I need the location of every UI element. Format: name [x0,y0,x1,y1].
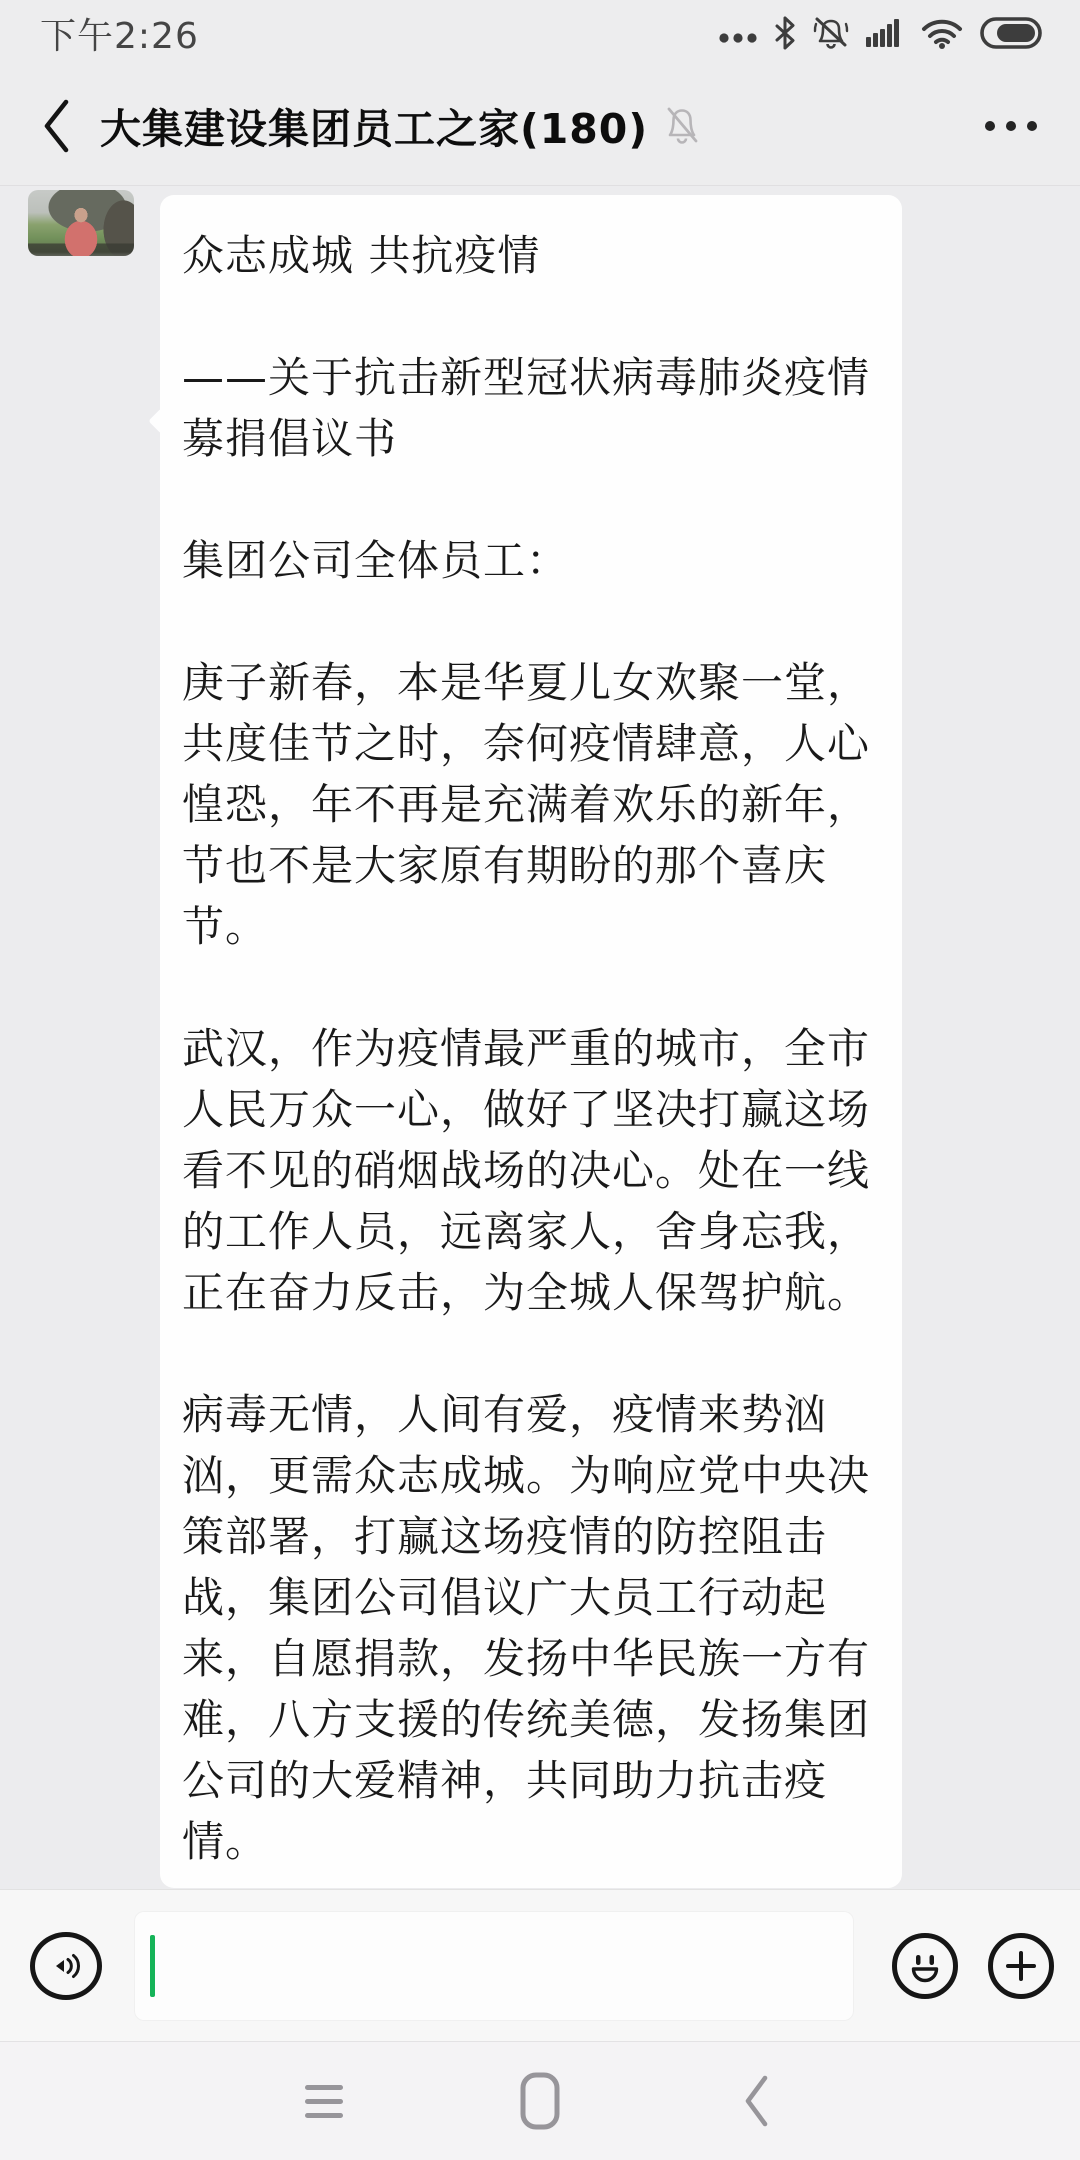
voice-input-icon [47,1947,85,1985]
emoji-button[interactable] [892,1933,958,1999]
muted-bell-icon [662,105,702,147]
ringer-muted-icon [812,16,850,50]
system-navigation-bar [0,2041,1080,2160]
message-input-field[interactable] [134,1911,854,2021]
home-icon [520,2072,560,2130]
back-button[interactable] [40,98,72,154]
message-paragraph: 集团公司全体员工： [182,536,570,585]
back-icon [743,2074,769,2128]
bluetooth-icon [774,16,796,50]
status-bar [0,0,1080,66]
message-paragraph: 众志成城 共抗疫情 [182,231,541,280]
message-bubble[interactable] [160,195,902,1888]
clock-text: 下午2:26 [40,15,199,57]
battery-icon [980,16,1044,50]
back-chevron-icon [40,98,72,154]
recents-menu-icon [305,2085,343,2118]
message-paragraph: ——关于抗击新型冠状病毒肺炎疫情募捐倡议书 [182,353,871,463]
status-icons [718,16,1044,50]
more-options-button[interactable] [972,109,1050,143]
recents-button[interactable] [216,2042,432,2160]
voice-input-button[interactable] [30,1932,102,2000]
plus-icon [1001,1946,1041,1986]
more-options-icon [982,119,1040,133]
message-paragraph: 武汉，作为疫情最严重的城市，全市人民万众一心，做好了坚决打赢这场看不见的硝烟战场的决心。处在一线的工作人员，远离家人，舍身忘我，正在奋力反击，为全城人保驾护航。 [182,1024,871,1317]
home-button[interactable] [432,2042,648,2160]
chat-title: 大集建设集团员工之家(180) [100,105,649,153]
message-paragraph: 病毒无情，人间有爱，疫情来势汹汹，更需众志成城。为响应党中央决策部署，打赢这场疫情的防控阻击战，集团公司倡议广大员工行动起来，自愿捐款，发扬中华民族一方有难，八方支援的传统美德，发扬集团公司的大爱精神，共同助力抗击疫情。 [182,1390,871,1866]
message-text [160,195,902,1872]
message-paragraph: 庚子新春，本是华夏儿女欢聚一堂，共度佳节之时，奈何疫情肆意，人心惶恐，年不再是充满着欢乐的新年，节也不是大家原有期盼的那个喜庆节。 [182,658,871,951]
more-dots-icon [718,17,758,49]
chat-area [0,186,1080,1889]
chat-header [0,66,1080,186]
wifi-icon [920,17,964,49]
message-input[interactable] [134,1911,854,2021]
sender-avatar[interactable] [28,190,134,256]
signal-icon [866,17,904,49]
attach-button[interactable] [988,1933,1054,1999]
back-nav-button[interactable] [648,2042,864,2160]
message-input-bar [0,1889,1080,2041]
emoji-smiley-icon [904,1945,946,1987]
